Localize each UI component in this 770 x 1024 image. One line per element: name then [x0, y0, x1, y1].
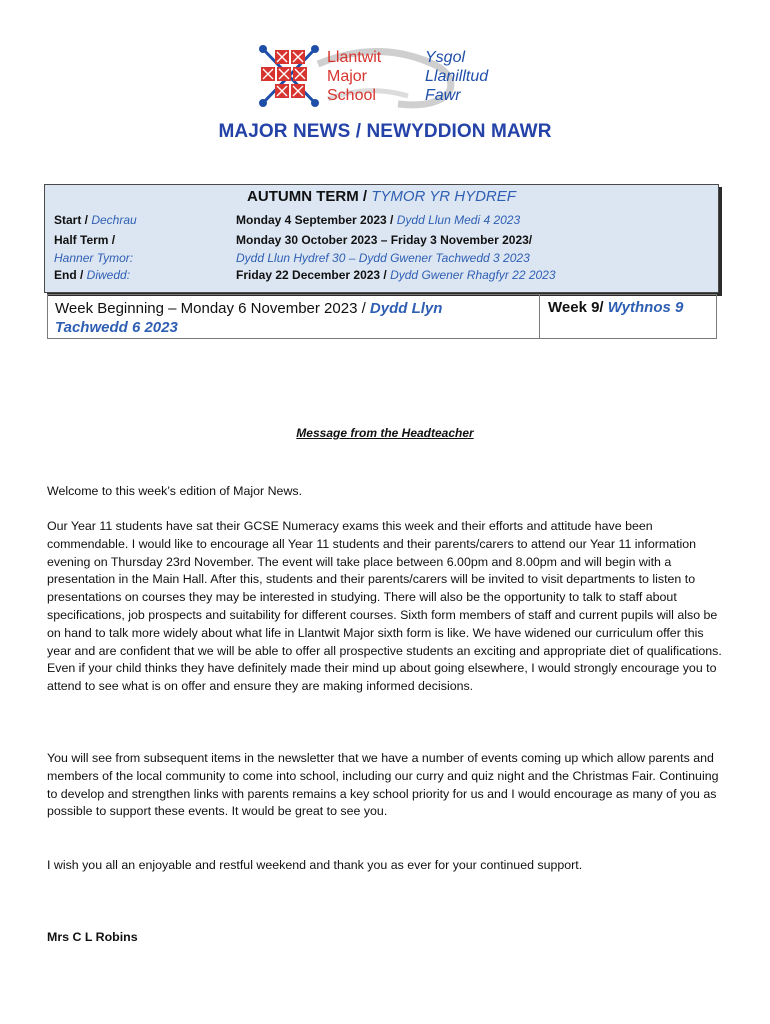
week-beginning-cy-1: Dydd Llyn [369, 300, 443, 317]
half-term-label: Half Term / [54, 233, 116, 247]
logo-line-2: Major [327, 68, 368, 85]
start-label [54, 212, 137, 228]
start-value-cy: Dydd Llun Medi 4 2023 [396, 213, 521, 227]
logo-name-english [327, 48, 381, 105]
half-term-value: Monday 30 October 2023 – Friday 3 November 2023/ [236, 233, 533, 247]
week-divider [539, 295, 540, 338]
week-number-cy: Wythnos 9 [607, 299, 684, 316]
message-paragraph-3: You will see from subsequent items in the newsletter that we have a number of events coming up which allow parents and members of the local community to come into school, including our curry and quiz night and the Christmas Fair. Continuing to develop and strengthen links with parents remains a key school priority for us and I would encourage as many of you as possible to support these events. It would be great to see you. [47, 751, 719, 819]
week-beginning-cy-2: Tachwedd 6 2023 [55, 319, 178, 336]
message-paragraph-4: I wish you all an enjoyable and restful weekend and thank you as ever for your continued support. [47, 858, 583, 872]
logo-line-3: School [327, 87, 376, 104]
week-beginning [55, 299, 535, 337]
message-paragraph-2: Our Year 11 students have sat their GCSE Numeracy exams this week and their efforts and attitude have been commendable. I would like to encourage all Year 11 students and their parents/carers to attend our Year 11 information evening on Thursday 23rd November. The event will take place between 6.00pm and 8.00pm and will begin with a presentation in the Main Hall. After this, students and their parents/carers will be invited to visit departments to listen to presentations on courses they may be interested in studying. There will also be the opportunity to talk to staff about specifications, job prospects and suitability for different courses. Sixth form members of staff and current pupils will also be on hand to talk more widely about what life in Llantwit Major sixth form is like. We have widened our curriculum offer this year and are confident that we will be able to offer all prospective students an exciting and appropriate diet of qualifications. Even if your child thinks they have definitely made their mind up about going elsewhere, I would strongly encourage you to attend to see what is on offer and ensure they are making informed decisions. [47, 519, 722, 694]
school-logo [258, 44, 518, 110]
term-heading-en: AUTUMN TERM / [247, 188, 372, 205]
headteacher-signoff: Mrs C L Robins [47, 930, 138, 944]
logo-name-welsh [425, 48, 488, 105]
week-beginning-en: Week Beginning – Monday 6 November 2023 / [55, 300, 370, 317]
half-term-label-cy: Hanner Tymor: [54, 251, 134, 265]
message-paragraph-1: Welcome to this week’s edition of Major News. [47, 484, 303, 498]
newsletter-title: MAJOR NEWS / NEWYDDION MAWR [218, 121, 552, 142]
term-dates-box [44, 184, 719, 293]
end-label-en: End / [54, 268, 87, 282]
end-value-cy: Dydd Gwener Rhagfyr 22 2023 [390, 268, 556, 282]
end-label [54, 267, 130, 283]
term-heading-cy: TYMOR YR HYDREF [371, 188, 516, 205]
logo-cy-line-1: Ysgol [425, 49, 466, 66]
message-title: Message from the Headteacher [296, 426, 474, 440]
end-value-en: Friday 22 December 2023 / [236, 268, 391, 282]
logo-line-1: Llantwit [327, 49, 382, 66]
week-number [548, 299, 683, 316]
start-label-cy: Dechrau [91, 213, 137, 227]
logo-cy-line-2: Llanilltud [425, 68, 489, 85]
start-label-en: Start / [54, 213, 92, 227]
end-label-cy: Diwedd: [86, 268, 131, 282]
week-number-en: Week 9/ [548, 299, 608, 316]
end-value [236, 267, 556, 283]
term-heading [45, 188, 718, 205]
half-term-value-cy: Dydd Llun Hydref 30 – Dydd Gwener Tachwedd 3 2023 [236, 251, 530, 265]
logo-cy-line-3: Fawr [425, 87, 461, 104]
start-value-en: Monday 4 September 2023 / [236, 213, 397, 227]
start-value [236, 212, 520, 228]
week-info-box [47, 294, 717, 339]
